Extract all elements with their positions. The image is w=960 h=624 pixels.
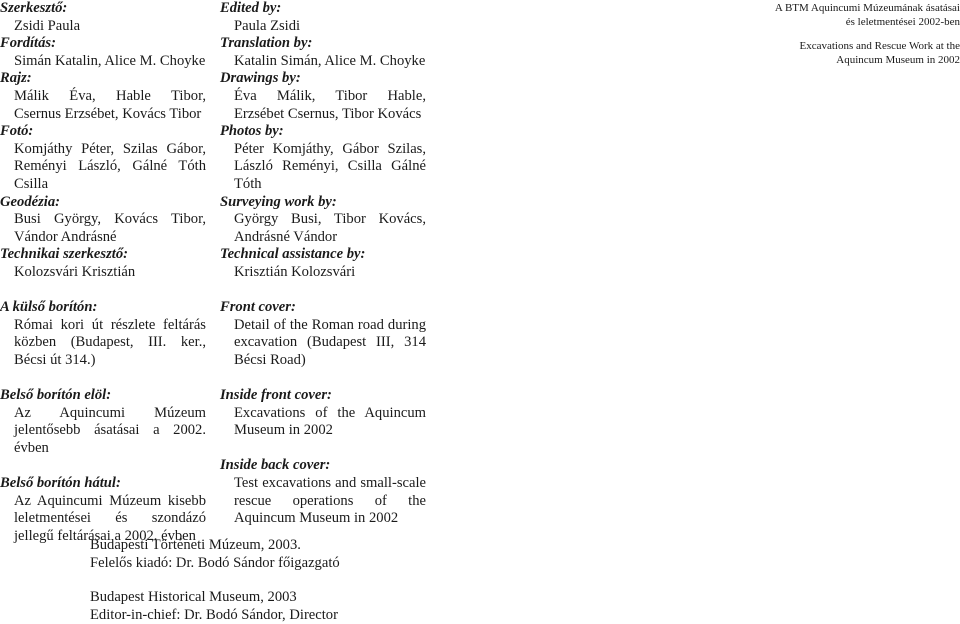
front-cover-label-hu: A külső borítón: xyxy=(0,299,98,316)
publisher-en-line2: Editor-in-chief: Dr. Bodó Sándor, Director xyxy=(90,606,338,623)
publisher-hu xyxy=(90,537,340,572)
inside-front-cover-label-en: Inside front cover: xyxy=(220,387,332,404)
editor-label-hu: Szerkesztő: xyxy=(0,0,68,16)
front-cover-value-hu: Római kori út részlete feltárás közben (Budapest, III. ker., Bécsi út 314.) xyxy=(14,316,206,368)
technical-value-en: Krisztián Kolozsvári xyxy=(234,263,356,280)
english-credits-column xyxy=(220,0,426,528)
publisher-en xyxy=(90,589,338,624)
inside-front-cover-label-hu: Belső borítón elöl: xyxy=(0,387,112,404)
editor-value-hu: Zsidi Paula xyxy=(14,17,81,34)
series-title-hu xyxy=(740,1,960,29)
series-title-hu-line2: és leletmentései 2002-ben xyxy=(845,16,960,28)
translation-value-en: Katalin Simán, Alice M. Choyke xyxy=(234,52,426,69)
drawings-value-hu: Málik Éva, Hable Tibor, Csernus Erzsébet, Kovács Tibor xyxy=(14,87,206,122)
publisher-hu-line2: Felelős kiadó: Dr. Bodó Sándor főigazgató xyxy=(90,554,340,571)
publisher-en-line1: Budapest Historical Museum, 2003 xyxy=(90,589,297,605)
hungarian-credits-column xyxy=(0,0,206,545)
drawings-value-en: Éva Málik, Tibor Hable, Erzsébet Csernus, Tibor Kovács xyxy=(234,87,426,122)
front-cover-label-en: Front cover: xyxy=(220,299,296,316)
inside-front-cover-value-hu: Az Aquincumi Múzeum jelentősebb ásatásai a 2002. évben xyxy=(14,404,206,456)
translation-label-hu: Fordítás: xyxy=(0,35,56,52)
series-title xyxy=(740,1,960,77)
photos-value-hu: Komjáthy Péter, Szilas Gábor, Reményi László, Gálné Tóth Csilla xyxy=(14,140,206,192)
photos-label-en: Photos by: xyxy=(220,123,284,140)
inside-back-cover-value-en: Test excavations and small-scale rescue operations of the Aquincum Museum in 2002 xyxy=(234,475,426,527)
surveying-label-hu: Geodézia: xyxy=(0,193,60,210)
surveying-value-hu: Busi György, Kovács Tibor, Vándor Andrásné xyxy=(14,211,206,245)
surveying-value-en: György Busi, Tibor Kovács, Andrásné Vándor xyxy=(234,211,426,245)
translation-value-hu: Simán Katalin, Alice M. Choyke xyxy=(14,52,206,69)
series-title-en-line1: Excavations and Rescue Work at the xyxy=(799,40,960,52)
technical-label-en: Technical assistance by: xyxy=(220,246,366,263)
front-cover-value-en: Detail of the Roman road during excavation (Budapest III, 314 Bécsi Road) xyxy=(234,316,426,368)
translation-label-en: Translation by: xyxy=(220,35,313,52)
editor-label-en: Edited by: xyxy=(220,0,282,16)
publisher-hu-line1: Budapesti Történeti Múzeum, 2003. xyxy=(90,537,301,553)
photos-label-hu: Fotó: xyxy=(0,123,34,140)
inside-back-cover-label-hu: Belső borítón hátul: xyxy=(0,475,121,492)
drawings-label-hu: Rajz: xyxy=(0,70,32,87)
inside-front-cover-value-en: Excavations of the Aquincum Museum in 2002 xyxy=(234,404,426,439)
technical-label-hu: Technikai szerkesztő: xyxy=(0,246,128,263)
series-title-en-line2: Aquincum Museum in 2002 xyxy=(836,54,960,66)
inside-back-cover-value-hu: Az Aquincumi Múzeum kisebb leletmentései és szondázó jellegű feltárásai a 2002. évben xyxy=(14,492,206,544)
photos-value-en: Péter Komjáthy, Gábor Szilas, László Reményi, Csilla Gálné Tóth xyxy=(234,140,426,192)
editor-value-en: Paula Zsidi xyxy=(234,17,301,34)
inside-back-cover-label-en: Inside back cover: xyxy=(220,457,331,474)
technical-value-hu: Kolozsvári Krisztián xyxy=(14,263,136,280)
series-title-en xyxy=(740,39,960,67)
drawings-label-en: Drawings by: xyxy=(220,70,301,87)
series-title-hu-line1: A BTM Aquincumi Múzeumának ásatásai xyxy=(774,2,960,14)
surveying-label-en: Surveying work by: xyxy=(220,193,337,210)
